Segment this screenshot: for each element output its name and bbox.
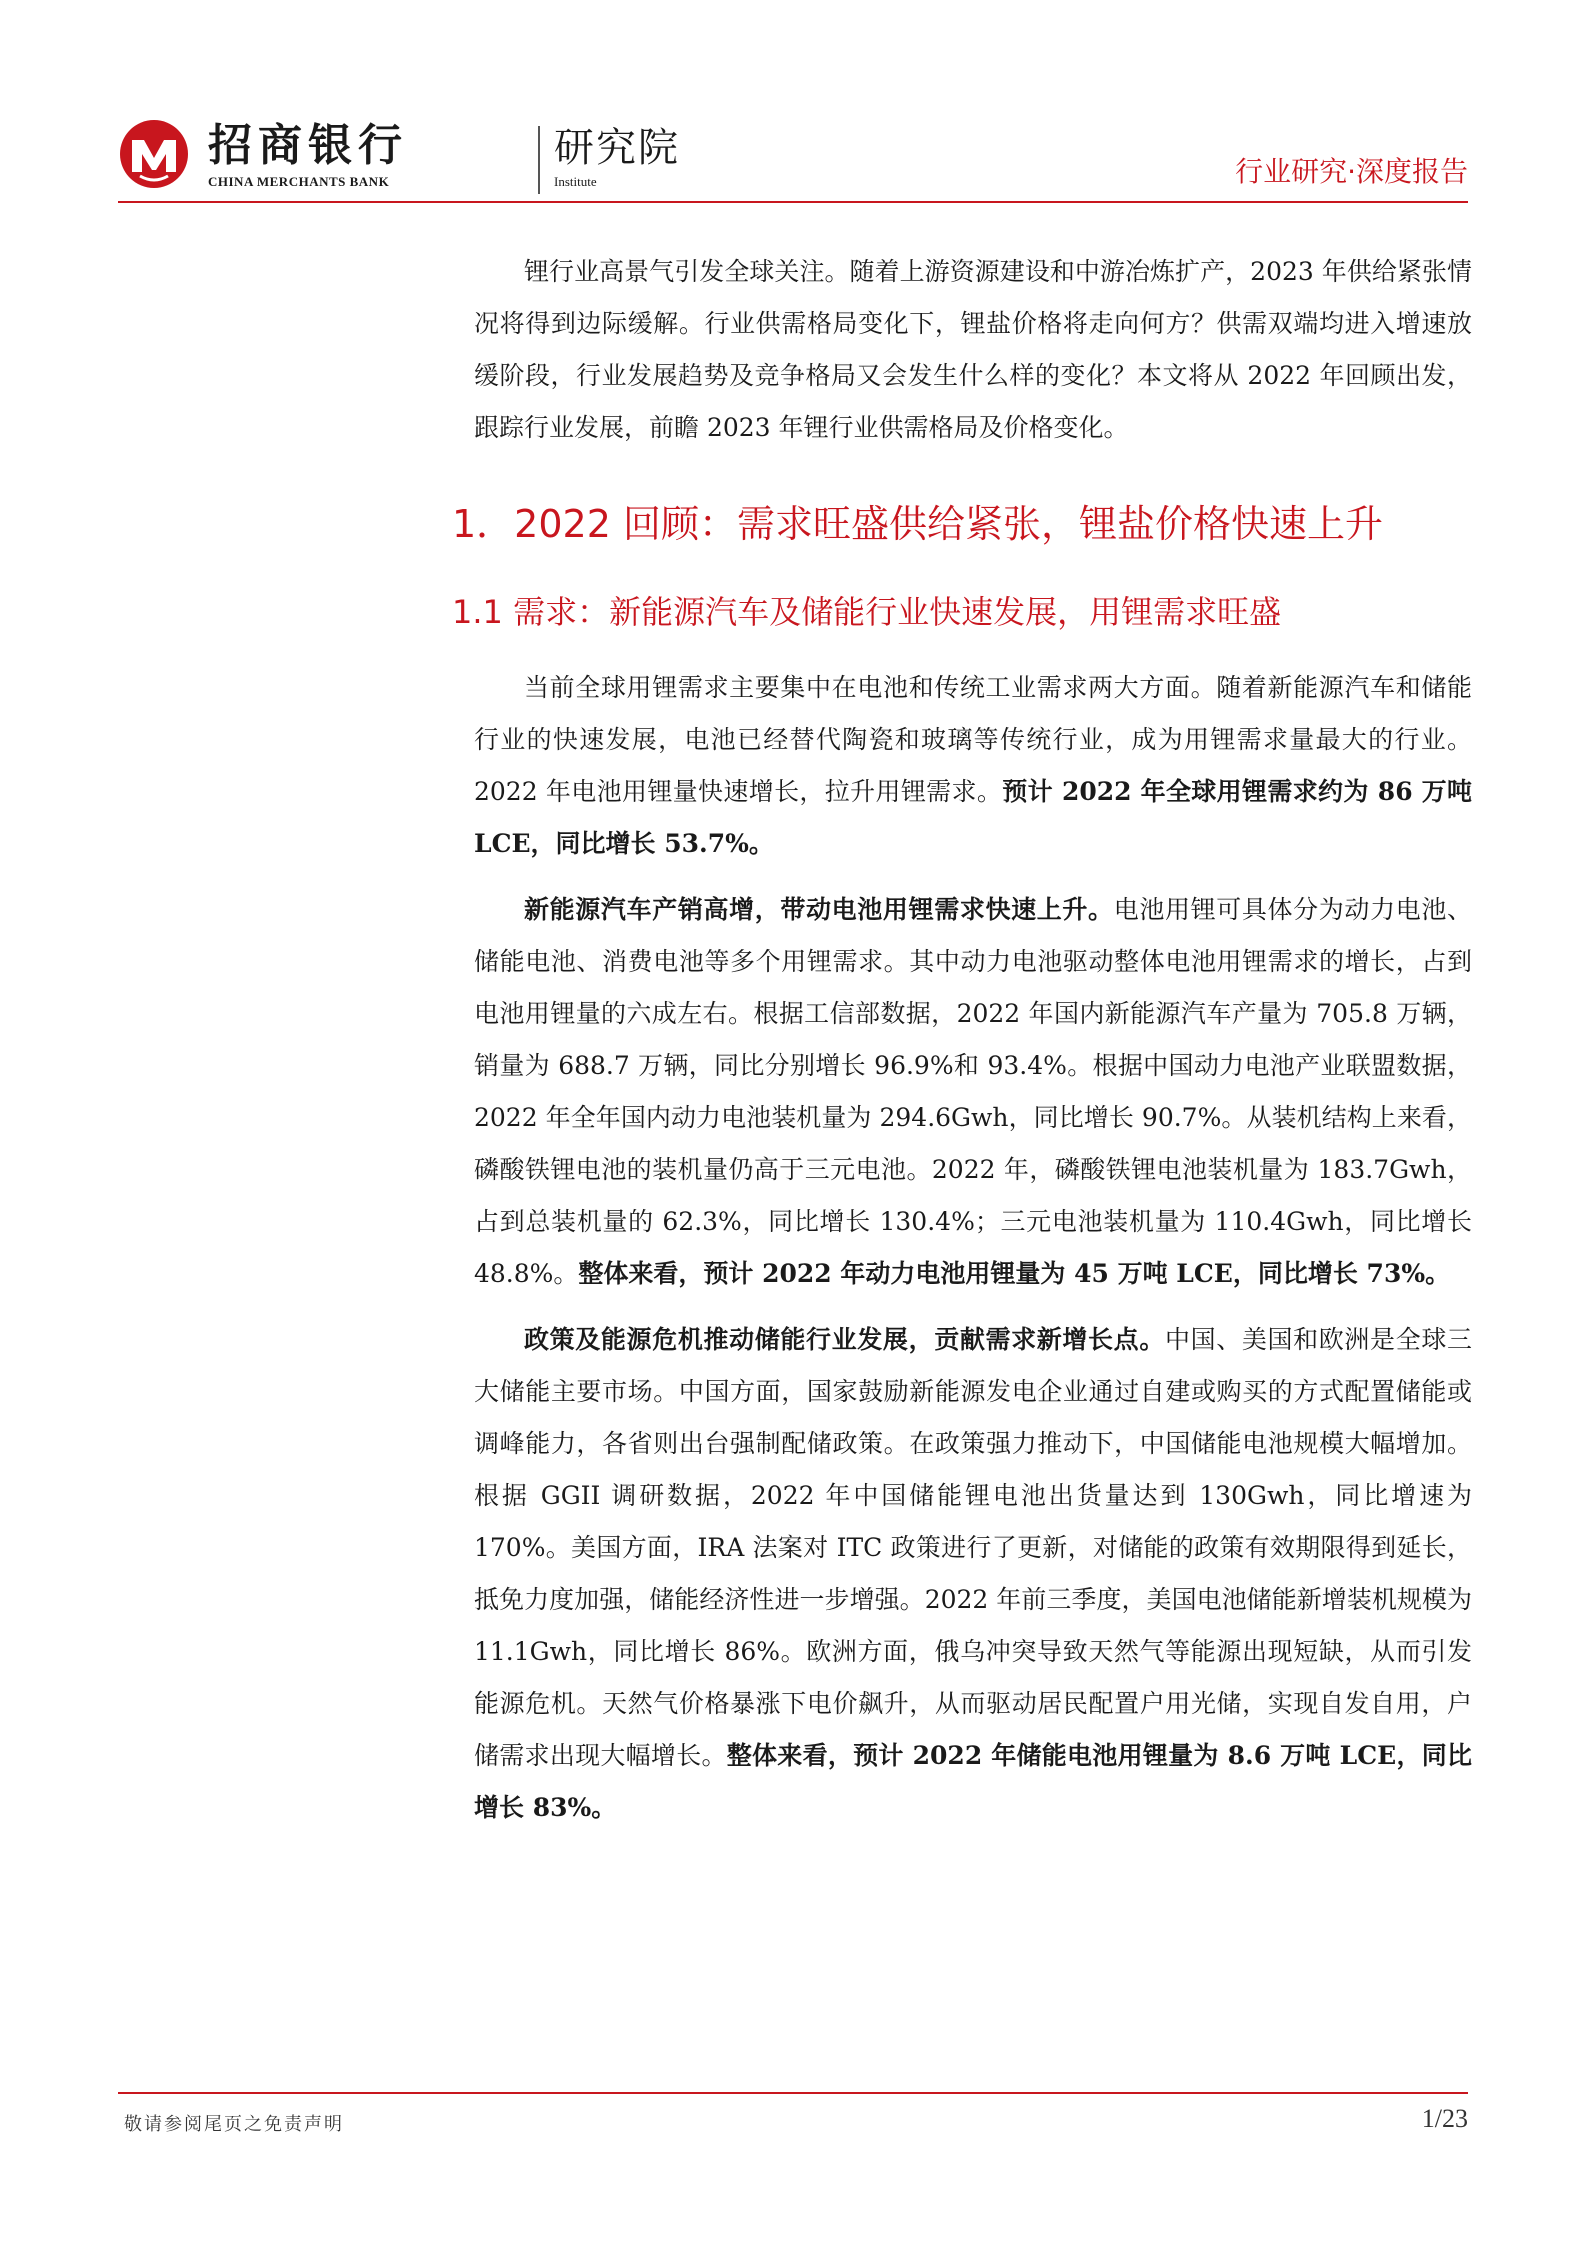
- paragraph-text: 电池用锂可具体分为动力电池、储能电池、消费电池等多个用锂需求。其中动力电池驱动整体电池用锂需求的增长，占到电池用锂量的六成左右。根据工信部数据，2022 年国内新能源汽车产量为 705.8 万辆，销量为 688.7 万辆，同比分别增长 96.9%和 93.4%。根据中国动力电池产业联盟数据，2022 年全年国内动力电池装机量为 294.6Gwh，同比增长 90.7%。从装机结构上来看，磷酸铁锂电池的装机量仍高于三元电池。2022 年，磷酸铁锂电池装机量为 183.7Gwh，占到总装机量的 62.3%，同比增长 130.4%；三元电池装机量为 110.4Gwh，同比增长 48.8%。: [474, 895, 1472, 1288]
- header-rule: [118, 201, 1468, 203]
- institute-name-en: Institute: [554, 174, 597, 189]
- brand-block: [208, 120, 408, 190]
- paragraph-lead: 新能源汽车产销高增，带动电池用锂需求快速上升。: [524, 895, 1114, 924]
- paragraph-lead: 政策及能源危机推动储能行业发展，贡献需求新增长点。: [524, 1325, 1165, 1354]
- paragraph-text: 当前全球用锂需求主要集中在电池和传统工业需求两大方面。随着新能源汽车和储能行业的快速发展，电池已经替代陶瓷和玻璃等传统行业，成为用锂需求量最大的行业。2022 年电池用锂量快速增长，拉升用锂需求。: [474, 673, 1472, 806]
- institute-name-cn: 研究院: [554, 125, 680, 171]
- brand-name-cn: 招商银行: [208, 120, 408, 171]
- section-1-1-heading: 1.1 需求：新能源汽车及储能行业快速发展，用锂需求旺盛: [452, 593, 1282, 631]
- footer-rule: [118, 2092, 1468, 2094]
- cmb-logo-icon: [118, 118, 190, 190]
- section-1-heading: 1．2022 回顾：需求旺盛供给紧张，锂盐价格快速上升: [452, 502, 1383, 546]
- paragraph-conclusion: 整体来看，预计 2022 年储能电池用锂量为 8.6 万吨 LCE，同比增长 83%。: [474, 1741, 1472, 1822]
- institute-block: [554, 124, 680, 190]
- report-body: [452, 246, 1472, 1848]
- header-divider: [538, 126, 540, 194]
- disclaimer-note: 敬请参阅尾页之免责声明: [124, 2114, 344, 2135]
- paragraph-text: 中国、美国和欧洲是全球三大储能主要市场。中国方面，国家鼓励新能源发电企业通过自建或购买的方式配置储能或调峰能力，各省则出台强制配储政策。在政策强力推动下，中国储能电池规模大幅增加。根据 GGII 调研数据，2022 年中国储能锂电池出货量达到 130Gwh，同比增速为 170%。美国方面，IRA 法案对 ITC 政策进行了更新，对储能的政策有效期限得到延长，抵免力度加强，储能经济性进一步增强。2022 年前三季度，美国电池储能新增装机规模为 11.1Gwh，同比增长 86%。欧洲方面，俄乌冲突导致天然气等能源出现短缺，从而引发能源危机。天然气价格暴涨下电价飙升，从而驱动居民配置户用光储，实现自发自用，户储需求出现大幅增长。: [474, 1325, 1472, 1770]
- paragraph-conclusion: 预计 2022 年全球用锂需求约为 86 万吨 LCE，同比增长 53.7%。: [474, 777, 1472, 858]
- report-type-label: 行业研究·深度报告: [1235, 155, 1468, 188]
- brand-name-en: CHINA MERCHANTS BANK: [208, 174, 390, 189]
- paragraph-storage-demand: [474, 1314, 1472, 1834]
- page-number: 1/23: [1421, 2104, 1468, 2133]
- paragraph-conclusion: 整体来看，预计 2022 年动力电池用锂量为 45 万吨 LCE，同比增长 73%。: [578, 1259, 1451, 1288]
- paragraph-ev-demand: [474, 884, 1472, 1300]
- intro-paragraph: 锂行业高景气引发全球关注。随着上游资源建设和中游冶炼扩产，2023 年供给紧张情况将得到边际缓解。行业供需格局变化下，锂盐价格将走向何方？供需双端均进入增速放缓阶段，行业发展趋势及竞争格局又会发生什么样的变化？本文将从 2022 年回顾出发，跟踪行业发展，前瞻 2023 年锂行业供需格局及价格变化。: [474, 257, 1472, 442]
- paragraph-demand-overview: [474, 662, 1472, 870]
- page-header: [118, 100, 1468, 200]
